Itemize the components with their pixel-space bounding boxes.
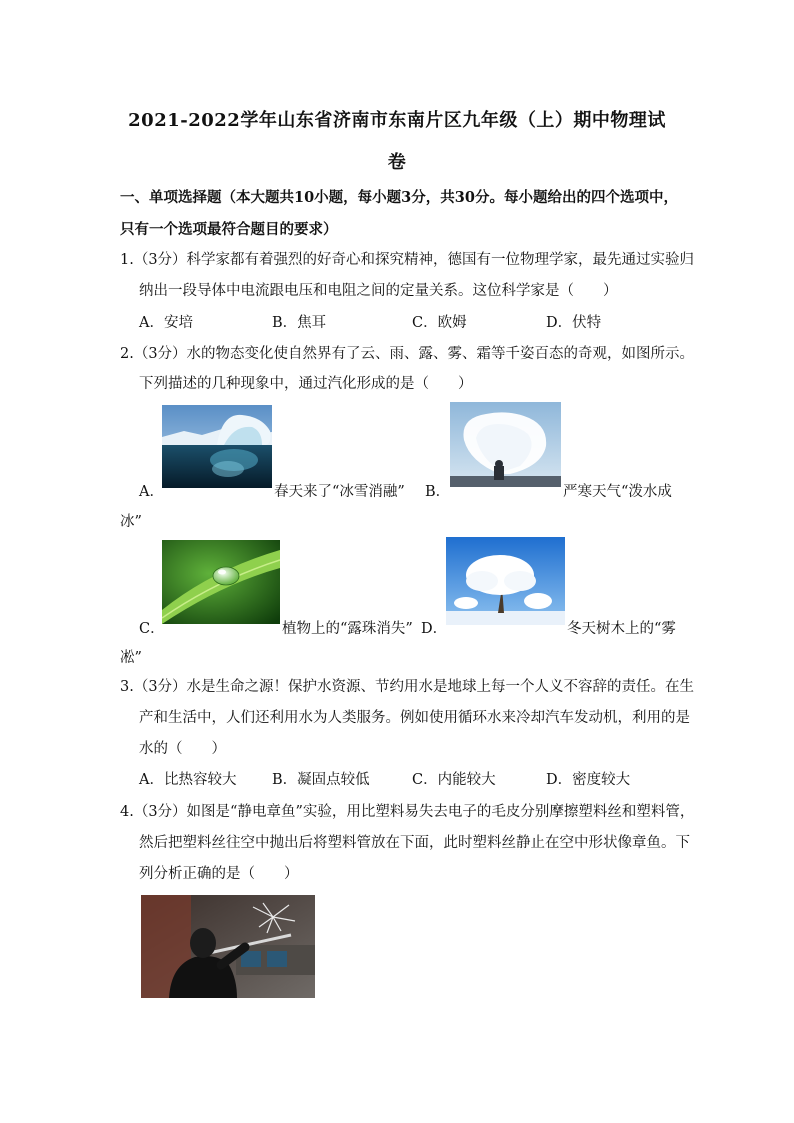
q3-option-b: B．凝固点较低 bbox=[272, 772, 370, 788]
q3-option-c: C．内能较大 bbox=[412, 772, 496, 788]
q2-image-water-to-ice bbox=[450, 402, 561, 487]
q2-option-a-text: 春天来了“冰雪消融” bbox=[274, 484, 405, 500]
q1-option-c: C．欧姆 bbox=[412, 315, 467, 331]
exam-title-line1: 2021-2022学年山东省济南市东南片区九年级（上）期中物理试 bbox=[128, 110, 666, 131]
q2-option-c-label: C． bbox=[139, 621, 165, 637]
q1-option-a: A．安培 bbox=[139, 315, 193, 331]
section-heading-line2: 只有一个选项最符合题目的要求） bbox=[120, 221, 338, 238]
q3-option-a: A．比热容较大 bbox=[139, 772, 237, 788]
q1-stem-line2: 纳出一段导体中电流跟电压和电阻之间的定量关系。这位科学家是（ ） bbox=[139, 283, 618, 299]
q2-stem-line1: 2.（3分）水的物态变化使自然界有了云、雨、露、雾、霜等千姿百态的奇观，如图所示。 bbox=[120, 346, 695, 362]
q1-option-b: B．焦耳 bbox=[272, 315, 327, 331]
q2-option-a-label: A． bbox=[139, 484, 164, 500]
q2-option-b-label: B． bbox=[425, 484, 451, 500]
q4-stem-line2: 然后把塑料丝往空中抛出后将塑料管放在下面，此时塑料丝静止在空中形状像章鱼。下 bbox=[139, 835, 690, 851]
q2-image-dewdrop bbox=[162, 540, 280, 624]
q2-option-b-text: 严寒天气“泼水成 bbox=[563, 484, 672, 500]
q1-stem-line1: 1.（3分）科学家都有着强烈的好奇心和探究精神，德国有一位物理学家，最先通过实验归 bbox=[120, 252, 695, 268]
q3-stem-line1: 3.（3分）水是生命之源！保护水资源、节约用水是地球上每一个人义不容辞的责任。在生 bbox=[120, 679, 695, 695]
q4-image-static-octopus bbox=[141, 895, 315, 998]
q2-option-c-text: 植物上的“露珠消失” bbox=[282, 621, 413, 637]
q4-stem-line3: 列分析正确的是（ ） bbox=[139, 866, 299, 882]
q2-option-d-label: D． bbox=[421, 621, 448, 637]
q3-stem-line2: 产和生活中，人们还利用水为人类服务。例如使用循环水来冷却汽车发动机，利用的是 bbox=[139, 710, 690, 726]
q2-stem-line2: 下列描述的几种现象中，通过汽化形成的是（ ） bbox=[139, 376, 473, 392]
q3-stem-line3: 水的（ ） bbox=[139, 741, 226, 757]
q1-option-d: D．伏特 bbox=[546, 315, 602, 331]
q4-stem-line1: 4.（3分）如图是“静电章鱼”实验，用比塑料易失去电子的毛皮分别摩擦塑料丝和塑料管， bbox=[120, 804, 695, 820]
section-heading-line1: 一、单项选择题（本大题共10小题，每小题3分，共30分。每小题给出的四个选项中， bbox=[120, 189, 678, 206]
q2-image-rime-tree bbox=[446, 537, 565, 625]
exam-title-line2: 卷 bbox=[387, 152, 407, 173]
q2-image-melting-ice bbox=[162, 405, 272, 488]
q2-option-b-text-wrap: 冰” bbox=[120, 514, 142, 530]
q3-option-d: D．密度较大 bbox=[546, 772, 631, 788]
q2-option-d-text-wrap: 凇” bbox=[120, 650, 142, 666]
q2-option-d-text: 冬天树木上的“雾 bbox=[567, 621, 676, 637]
